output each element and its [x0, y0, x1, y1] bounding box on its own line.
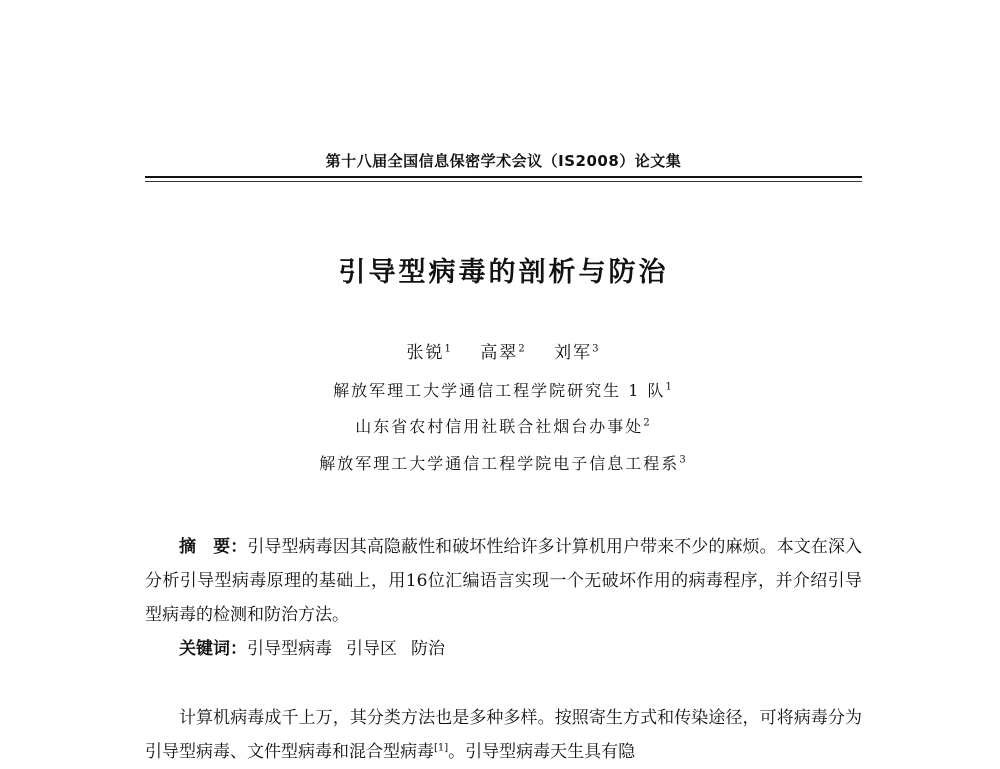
affiliation-mark: 1	[665, 381, 674, 393]
header-rule-thin	[145, 181, 862, 182]
affiliation-mark: 3	[679, 454, 688, 466]
citation-ref[interactable]: [1]	[434, 742, 449, 754]
abstract-text: 引导型病毒因其高隐蔽性和破坏性给许多计算机用户带来不少的麻烦。本文在深入分析引导型病毒原理的基础上，用16位汇编语言实现一个无破坏作用的病毒程序，并介绍引导型病毒的检测和防治方法。	[145, 537, 863, 625]
author-1	[407, 343, 453, 363]
keyword: 引导型病毒	[247, 639, 332, 659]
body-paragraph	[145, 701, 862, 769]
affiliation-mark: 2	[643, 417, 652, 429]
affiliation-text: 解放军理工大学通信工程学院电子信息工程系	[319, 454, 680, 473]
author-name: 张锐	[406, 343, 445, 363]
affiliation-text: 解放军理工大学通信工程学院研究生 1 队	[333, 381, 666, 400]
affiliation-1	[145, 378, 862, 401]
author-affil-mark: 3	[592, 343, 601, 355]
header-rule-thick	[145, 176, 862, 178]
affiliation-3	[145, 451, 862, 474]
author-2	[480, 343, 526, 363]
affiliation-2	[145, 414, 862, 437]
body-text-b: 。引导型病毒天生具有隐	[448, 742, 636, 762]
keyword: 引导区	[346, 639, 397, 659]
author-name: 高翠	[480, 343, 519, 363]
author-3	[554, 343, 600, 363]
abstract	[145, 530, 862, 632]
author-list	[145, 338, 862, 363]
author-name: 刘军	[554, 343, 593, 363]
author-affil-mark: 1	[444, 343, 453, 355]
keyword: 防治	[411, 639, 445, 659]
keywords-label: 关键词：	[179, 639, 247, 659]
author-affil-mark: 2	[518, 343, 527, 355]
paper-title: 引导型病毒的剖析与防治	[338, 257, 669, 288]
body-text-a: 计算机病毒成千上万，其分类方法也是多种多样。按照寄生方式和传染途径，可将病毒分为引导型病毒、文件型病毒和混合型病毒	[145, 708, 862, 762]
running-header: 第十八届全国信息保密学术会议（IS2008）论文集	[325, 152, 682, 170]
keywords	[145, 632, 862, 666]
affiliation-text: 山东省农村信用社联合社烟台办事处	[355, 417, 644, 436]
abstract-label: 摘 要：	[179, 537, 248, 557]
